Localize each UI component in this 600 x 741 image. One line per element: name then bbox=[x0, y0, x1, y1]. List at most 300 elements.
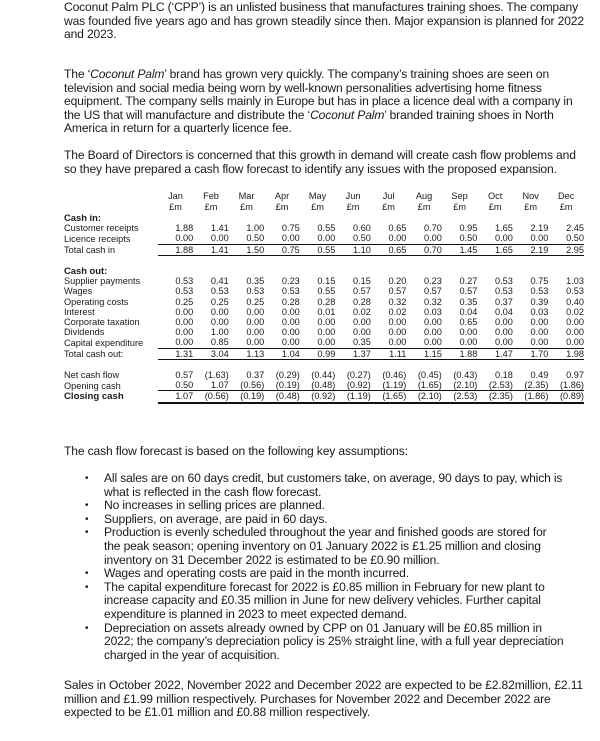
cell-value: (1.19) bbox=[346, 391, 371, 402]
cell-value: 0.37 bbox=[246, 370, 265, 381]
cell-value: £m bbox=[453, 202, 466, 212]
cell-value: 0.00 bbox=[246, 306, 265, 317]
cash-out-row bbox=[64, 286, 584, 296]
cell-value: 0.35 bbox=[352, 337, 371, 348]
cell bbox=[442, 223, 478, 233]
cell-value: 0.00 bbox=[175, 233, 194, 244]
spacer-row bbox=[64, 255, 584, 266]
cell-value: 0.00 bbox=[423, 327, 442, 338]
cell bbox=[442, 266, 478, 276]
cell bbox=[229, 380, 265, 391]
cell bbox=[477, 255, 513, 266]
cell-value: 0.53 bbox=[175, 286, 194, 297]
cell bbox=[193, 276, 229, 286]
bullet-icon: • bbox=[85, 568, 89, 580]
cell-value: (2.35) bbox=[488, 391, 513, 402]
cell-value: 0.00 bbox=[210, 317, 229, 328]
cell-value: 0.60 bbox=[352, 223, 371, 234]
cell-value: 1.88 bbox=[175, 223, 194, 234]
assumption-item bbox=[64, 499, 564, 513]
cell bbox=[548, 233, 584, 244]
sales-purchases-paragraph: Sales in October 2022, November 2022 and December 2022 are expected to be £2.82million, £2.11 million and £1.99 million respectively. Purchases for November 2022 and December 2022 are expected to be £1.01 million and £0.88 million respectively. bbox=[64, 678, 583, 720]
cell bbox=[548, 348, 584, 359]
cell bbox=[264, 255, 300, 266]
cell-value: (1.63) bbox=[204, 370, 229, 381]
cell bbox=[264, 223, 300, 233]
cell bbox=[193, 370, 229, 380]
cell-value: (2.10) bbox=[453, 380, 478, 391]
cell-value: 0.53 bbox=[495, 286, 513, 297]
cell bbox=[158, 317, 194, 327]
intro-paragraph-3: The Board of Directors is concerned that this growth in demand will create cash flow problems and so they have prepared a cash flow forecast to identify any issues with the proposed expansion. bbox=[64, 148, 576, 176]
unit-header-row bbox=[64, 202, 584, 213]
cell bbox=[477, 276, 513, 286]
cell-value: 0.00 bbox=[423, 233, 442, 244]
cell-value: 0.20 bbox=[388, 276, 407, 287]
cell-value: 0.03 bbox=[423, 306, 442, 317]
cell bbox=[229, 286, 265, 296]
cell bbox=[406, 244, 442, 255]
cell-value: 1.03 bbox=[566, 276, 584, 287]
cell bbox=[229, 213, 265, 223]
cell-value: 0.00 bbox=[210, 233, 229, 244]
cell bbox=[548, 191, 584, 202]
cell-value: Jul bbox=[382, 191, 395, 201]
cell bbox=[371, 223, 407, 233]
cell bbox=[264, 317, 300, 327]
cell-value: 1.88 bbox=[175, 244, 194, 255]
cell-value: £m bbox=[524, 202, 538, 212]
assumption-item bbox=[64, 513, 564, 527]
cell bbox=[193, 337, 229, 348]
cell bbox=[264, 337, 300, 348]
brand-name: Coconut Palm bbox=[90, 67, 165, 81]
cell bbox=[513, 276, 549, 286]
cell-value: 0.57 bbox=[175, 370, 194, 381]
cell bbox=[371, 370, 407, 380]
cell bbox=[442, 286, 478, 296]
cell-value: 0.75 bbox=[281, 223, 300, 234]
row-label: Licence receipts bbox=[64, 233, 131, 244]
cell-value: 0.53 bbox=[281, 286, 300, 297]
cell bbox=[406, 255, 442, 266]
cell bbox=[300, 276, 336, 286]
cell-value: 0.53 bbox=[495, 276, 513, 287]
row-label: Net cash flow bbox=[64, 370, 120, 381]
cell bbox=[300, 317, 336, 327]
cell bbox=[158, 337, 194, 348]
cell bbox=[300, 213, 336, 223]
cell bbox=[406, 327, 442, 337]
cell bbox=[264, 213, 300, 223]
cell bbox=[158, 213, 194, 223]
cell bbox=[300, 391, 336, 403]
cell-value: 1.04 bbox=[281, 348, 300, 359]
assumption-text: Depreciation on assets already owned by CPP on 01 January will be £0.85 million in 2022; the company’s depreciation policy is 25% straight line, with a full year depreciation charged in the year of acquisition. bbox=[104, 620, 564, 662]
cell bbox=[548, 255, 584, 266]
cell-value: 0.53 bbox=[530, 286, 549, 297]
cell-value: (2.10) bbox=[417, 391, 442, 402]
cell-value: 1.07 bbox=[210, 380, 229, 391]
cell-value: 0.35 bbox=[459, 296, 478, 307]
assumption-text: All sales are on 60 days credit, but customers take, on average, 90 days to pay, which is what is reflected in the cash flow forecast. bbox=[104, 471, 563, 499]
cell-value: 0.00 bbox=[388, 337, 407, 348]
cell bbox=[477, 297, 513, 307]
cell bbox=[335, 202, 371, 213]
cash-flow-forecast-table bbox=[64, 191, 584, 404]
cell-value: 0.00 bbox=[495, 337, 513, 348]
cell-value: Oct bbox=[487, 191, 503, 201]
cell bbox=[442, 317, 478, 327]
cell bbox=[229, 191, 265, 202]
cell bbox=[442, 255, 478, 266]
cell bbox=[548, 276, 584, 286]
cell-value: £m bbox=[204, 202, 218, 212]
cell bbox=[300, 244, 336, 255]
assumption-item bbox=[64, 472, 564, 499]
cell-value: 0.01 bbox=[317, 306, 336, 317]
cell-value: Jan bbox=[168, 191, 183, 201]
row-label: Supplier payments bbox=[64, 276, 141, 287]
cell-value: 0.00 bbox=[530, 233, 549, 244]
cell-value: 0.03 bbox=[530, 306, 549, 317]
cell bbox=[229, 244, 265, 255]
cell bbox=[229, 348, 265, 359]
cell bbox=[264, 266, 300, 276]
cell-value: Jun bbox=[345, 191, 361, 201]
cell bbox=[229, 233, 265, 244]
cell bbox=[158, 380, 194, 391]
cell-value: £m bbox=[488, 202, 502, 212]
cell bbox=[335, 276, 371, 286]
cell-value: 0.00 bbox=[495, 327, 513, 338]
cell bbox=[158, 348, 194, 359]
cash-out-row bbox=[64, 327, 584, 337]
cell-value: (0.29) bbox=[275, 370, 300, 381]
cell-value: 0.02 bbox=[566, 306, 584, 317]
cell-value: 0.04 bbox=[459, 306, 478, 317]
cash-out-row bbox=[64, 317, 584, 327]
row-label: Cash in: bbox=[64, 212, 101, 223]
cell bbox=[371, 359, 407, 370]
cash-in-heading-row bbox=[64, 213, 584, 223]
cell-value: 0.00 bbox=[352, 327, 371, 338]
cell-value: 2.45 bbox=[566, 223, 584, 234]
cell-value: 0.00 bbox=[566, 317, 584, 328]
cell bbox=[442, 337, 478, 348]
cell bbox=[264, 327, 300, 337]
cell-value: (1.65) bbox=[417, 380, 442, 391]
cell bbox=[548, 307, 584, 317]
cell-value: 0.00 bbox=[530, 317, 549, 328]
cell bbox=[406, 391, 442, 403]
cell-value: (0.92) bbox=[346, 380, 371, 391]
cell bbox=[158, 223, 194, 233]
cell-value: (1.86) bbox=[559, 380, 584, 391]
cell-value: 2.19 bbox=[530, 223, 549, 234]
cell-value: (1.86) bbox=[524, 391, 549, 402]
cell bbox=[300, 233, 336, 244]
cell-value: 0.02 bbox=[388, 306, 407, 317]
assumption-item bbox=[64, 567, 564, 581]
cell bbox=[335, 307, 371, 317]
cell bbox=[193, 202, 229, 213]
cell bbox=[335, 359, 371, 370]
cell-value: 1.11 bbox=[389, 348, 407, 359]
cell bbox=[406, 359, 442, 370]
cell bbox=[158, 286, 194, 296]
cell bbox=[406, 307, 442, 317]
cell-value: (0.92) bbox=[311, 391, 336, 402]
cell bbox=[300, 255, 336, 266]
cell-value: 0.00 bbox=[530, 337, 549, 348]
cell bbox=[193, 266, 229, 276]
cell-value: 0.00 bbox=[352, 317, 371, 328]
cell bbox=[371, 307, 407, 317]
cell-value: 0.00 bbox=[175, 327, 194, 338]
cell bbox=[477, 223, 513, 233]
cell bbox=[477, 317, 513, 327]
cell bbox=[477, 213, 513, 223]
cell-value: 0.55 bbox=[317, 244, 336, 255]
cell bbox=[513, 317, 549, 327]
cell-value: (2.35) bbox=[524, 380, 549, 391]
cell-value: 0.53 bbox=[175, 276, 194, 287]
cell bbox=[406, 317, 442, 327]
cell-value: (0.89) bbox=[559, 391, 584, 402]
bullet-icon: • bbox=[85, 581, 89, 593]
cell bbox=[193, 223, 229, 233]
row-label: Interest bbox=[64, 306, 95, 317]
row-label bbox=[64, 191, 158, 202]
cell-value: 0.25 bbox=[175, 296, 194, 307]
cell bbox=[335, 391, 371, 403]
cell bbox=[442, 327, 478, 337]
cell bbox=[477, 337, 513, 348]
cell-value: 0.57 bbox=[423, 286, 442, 297]
cell bbox=[442, 191, 478, 202]
cash-out-heading-row bbox=[64, 266, 584, 276]
cell bbox=[229, 391, 265, 403]
cell-value: (0.45) bbox=[417, 370, 442, 381]
cell bbox=[229, 307, 265, 317]
cell-value: 0.00 bbox=[459, 337, 478, 348]
cell bbox=[477, 359, 513, 370]
cell bbox=[513, 244, 549, 255]
cell bbox=[229, 276, 265, 286]
cell bbox=[229, 266, 265, 276]
cell-value: (1.65) bbox=[382, 391, 407, 402]
intro-paragraph-1: Coconut Palm PLC (‘CPP’) is an unlisted business that manufactures training shoes. The company was founded five years ago and has grown steadily since then. Major expansion is planned for 2022 and 2023. bbox=[64, 0, 584, 42]
cell bbox=[477, 380, 513, 391]
closing-cash-row bbox=[64, 391, 584, 403]
cell-value: 1.00 bbox=[210, 327, 229, 338]
row-label bbox=[64, 359, 158, 370]
cell-value: Dec bbox=[558, 191, 575, 201]
cell-value: 0.40 bbox=[566, 296, 584, 307]
cell-value: Aug bbox=[415, 191, 433, 201]
cell bbox=[300, 266, 336, 276]
text-fragment: ’ branded training shoes in North America in return for a quarterly licence fee. bbox=[64, 107, 554, 136]
cell-value: 0.00 bbox=[210, 306, 229, 317]
cell-value: (2.53) bbox=[453, 391, 478, 402]
cell bbox=[371, 276, 407, 286]
cell bbox=[371, 233, 407, 244]
cell-value: 0.70 bbox=[423, 244, 442, 255]
cell bbox=[513, 359, 549, 370]
assumption-text: The capital expenditure forecast for 2022 is £0.85 million in February for new plant to increase capacity and £0.35 million in June for new delivery vehicles. Further capital expenditure is planned in 2023 to meet expected demand. bbox=[104, 579, 545, 621]
cell-value: 0.00 bbox=[246, 337, 265, 348]
cash-out-row bbox=[64, 307, 584, 317]
cell bbox=[335, 370, 371, 380]
net-cash-flow-row bbox=[64, 370, 584, 380]
cell bbox=[158, 391, 194, 403]
assumption-item bbox=[64, 622, 564, 663]
cash-out-row bbox=[64, 297, 584, 307]
cell bbox=[371, 348, 407, 359]
cell-value: 2.95 bbox=[566, 244, 584, 255]
bullet-icon: • bbox=[85, 473, 89, 484]
cell-value: 0.65 bbox=[388, 244, 407, 255]
cell bbox=[193, 391, 229, 403]
cell bbox=[477, 233, 513, 244]
cell bbox=[264, 348, 300, 359]
cell bbox=[513, 370, 549, 380]
cell-value: 1.00 bbox=[246, 223, 265, 234]
cell-value: 0.50 bbox=[352, 233, 371, 244]
cell bbox=[335, 317, 371, 327]
cell-value: 0.25 bbox=[246, 296, 265, 307]
cell-value: Nov bbox=[522, 191, 539, 201]
cell-value: (1.19) bbox=[382, 380, 407, 391]
cell bbox=[158, 233, 194, 244]
cell bbox=[300, 223, 336, 233]
cell bbox=[477, 327, 513, 337]
cell bbox=[193, 297, 229, 307]
cell-value: £m bbox=[275, 202, 289, 212]
cell bbox=[158, 359, 194, 370]
cell bbox=[406, 276, 442, 286]
cell bbox=[513, 223, 549, 233]
row-label: Customer receipts bbox=[64, 223, 139, 234]
cell bbox=[335, 380, 371, 391]
cell-value: 0.50 bbox=[566, 233, 584, 244]
cell bbox=[442, 297, 478, 307]
cell-value: 0.50 bbox=[175, 380, 194, 391]
cell-value: 0.65 bbox=[388, 223, 407, 234]
cell-value: 1.31 bbox=[175, 348, 194, 359]
cell-value: 0.85 bbox=[210, 337, 229, 348]
cell bbox=[300, 348, 336, 359]
cell-value: 0.27 bbox=[459, 276, 478, 287]
cell bbox=[335, 244, 371, 255]
cell-value: 0.15 bbox=[352, 276, 371, 287]
cell bbox=[548, 266, 584, 276]
cell bbox=[371, 337, 407, 348]
cell bbox=[513, 337, 549, 348]
cell bbox=[335, 348, 371, 359]
cell bbox=[477, 244, 513, 255]
cell bbox=[158, 327, 194, 337]
cell bbox=[406, 380, 442, 391]
cell-value: 0.00 bbox=[175, 306, 194, 317]
cell bbox=[193, 213, 229, 223]
cell-value: Mar bbox=[238, 191, 255, 201]
cell-value: 1.50 bbox=[246, 244, 265, 255]
cell-value: 0.32 bbox=[423, 296, 442, 307]
cell-value: 1.10 bbox=[352, 244, 371, 255]
cell-value: £m bbox=[417, 202, 431, 212]
cell-value: 0.35 bbox=[246, 276, 265, 287]
cell bbox=[371, 391, 407, 403]
cell-value: 0.28 bbox=[352, 296, 371, 307]
cell-value: (2.53) bbox=[488, 380, 513, 391]
cell-value: 0.00 bbox=[175, 337, 194, 348]
cell bbox=[300, 286, 336, 296]
row-label: Operating costs bbox=[64, 296, 129, 307]
cell-value: 0.00 bbox=[317, 327, 336, 338]
cell-value: 0.57 bbox=[459, 286, 478, 297]
cell bbox=[229, 327, 265, 337]
cell-value: 1.65 bbox=[495, 223, 513, 234]
cell bbox=[548, 337, 584, 348]
opening-cash-row bbox=[64, 380, 584, 391]
cell bbox=[229, 359, 265, 370]
cell bbox=[513, 213, 549, 223]
cell-value: 0.00 bbox=[281, 327, 300, 338]
cell-value: 0.00 bbox=[281, 317, 300, 328]
cell bbox=[193, 348, 229, 359]
total-cash-in-row bbox=[64, 244, 584, 255]
cell bbox=[548, 223, 584, 233]
cell bbox=[193, 307, 229, 317]
cell bbox=[193, 255, 229, 266]
cell bbox=[513, 327, 549, 337]
cell-value: 2.19 bbox=[530, 244, 549, 255]
cell bbox=[264, 370, 300, 380]
cell bbox=[193, 286, 229, 296]
row-label: Corporate taxation bbox=[64, 317, 140, 328]
cell-value: 0.23 bbox=[281, 276, 300, 287]
cell-value: 0.00 bbox=[423, 337, 442, 348]
cell bbox=[513, 348, 549, 359]
cell bbox=[300, 370, 336, 380]
row-label: Closing cash bbox=[64, 390, 124, 402]
cell bbox=[158, 202, 194, 213]
cell-value: 0.23 bbox=[423, 276, 442, 287]
cell bbox=[406, 348, 442, 359]
cell bbox=[406, 370, 442, 380]
cell bbox=[193, 327, 229, 337]
cell-value: 1.70 bbox=[530, 348, 549, 359]
cell-value: 1.41 bbox=[210, 223, 229, 234]
cell-value: 0.15 bbox=[317, 276, 336, 287]
cell bbox=[300, 297, 336, 307]
bullet-icon: • bbox=[85, 527, 89, 539]
cell-value: 0.00 bbox=[566, 327, 584, 338]
cell-value: 0.70 bbox=[423, 223, 442, 234]
month-header-row bbox=[64, 191, 584, 202]
cell bbox=[335, 286, 371, 296]
cell bbox=[158, 370, 194, 380]
cell bbox=[442, 359, 478, 370]
cell bbox=[548, 286, 584, 296]
cell-value: (0.56) bbox=[204, 391, 229, 402]
assumption-item bbox=[64, 526, 564, 567]
text-fragment: ’ brand has grown very quickly. The company’s training shoes are seen on television and social media being worn by well-known personalities advertising home fitness equipment. The company sells mainly in Europe but has in place a licence deal with a company in the US that will manufacture and distribute the ‘ bbox=[64, 67, 573, 122]
cell-value: 0.00 bbox=[246, 327, 265, 338]
cell bbox=[158, 297, 194, 307]
